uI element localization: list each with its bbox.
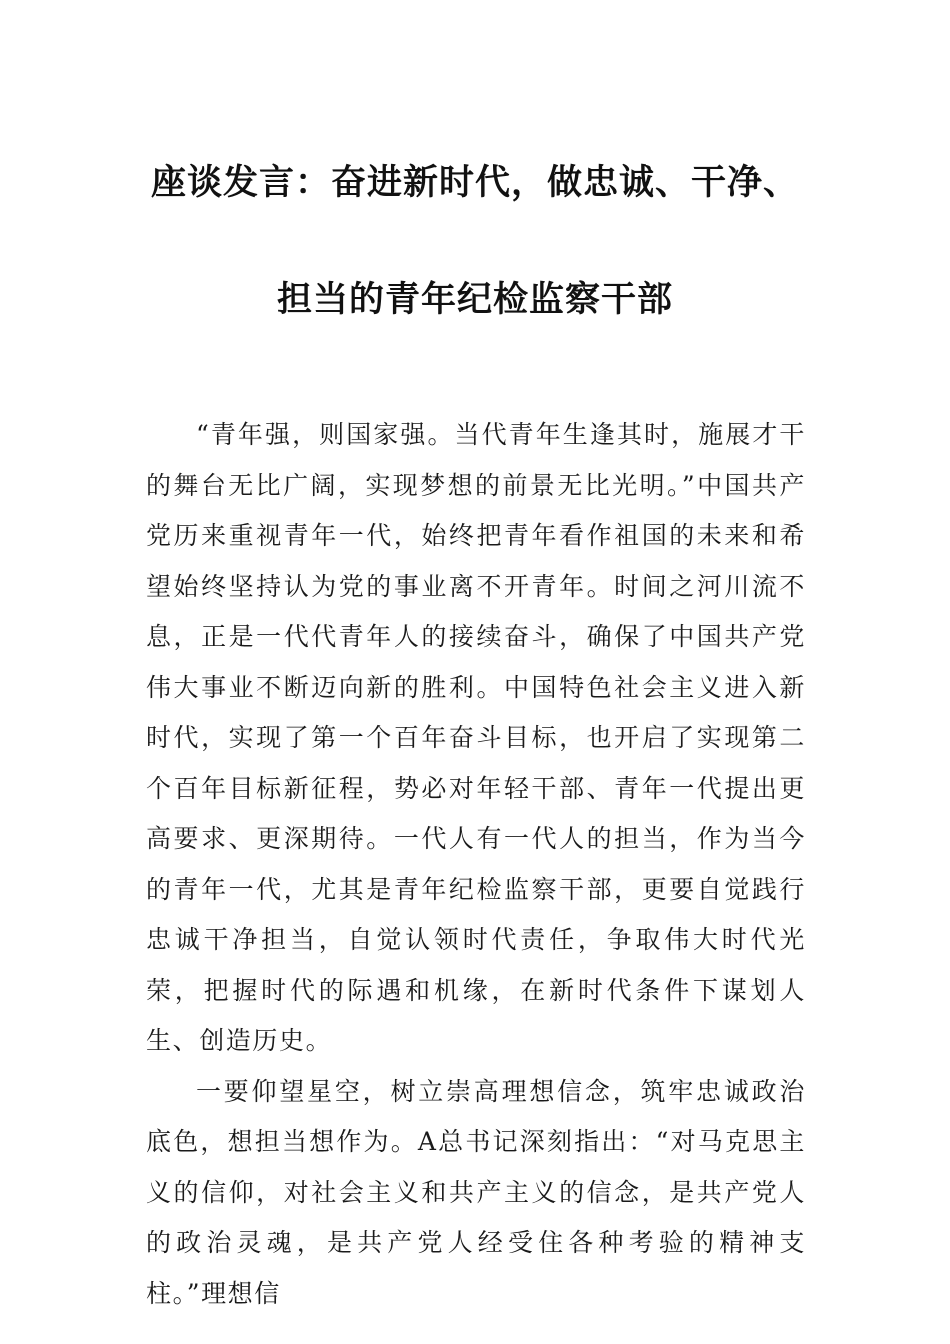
paragraph-2: 一要仰望星空，树立崇高理想信念，筑牢忠诚政治底色，想担当想作为。A总书记深刻指出：“对马克思主义的信仰，对社会主义和共产主义的信念，是共产党人的政治灵魂，是共产党人经受住各种考验的精神支柱。”理想信 bbox=[146, 1076, 806, 1308]
document-body bbox=[146, 410, 806, 1319]
document-title-line-2: 担当的青年纪检监察干部 bbox=[276, 280, 673, 320]
paragraph-1: “青年强，则国家强。当代青年生逢其时，施展才干的舞台无比广阔，实现梦想的前景无比光明。”中国共产党历来重视青年一代，始终把青年看作祖国的未来和希望始终坚持认为党的事业离不开青年。时间之河川流不息，正是一代代青年人的接续奋斗，确保了中国共产党伟大事业不断迈向新的胜利。中国特色社会主义进入新时代，实现了第一个百年奋斗目标，也开启了实现第二个百年目标新征程，势必对年轻干部、青年一代提出更高要求、更深期待。一代人有一代人的担当，作为当今的青年一代，尤其是青年纪检监察干部，更要自觉践行忠诚干净担当，自觉认领时代责任，争取伟大时代光荣，把握时代的际遇和机缘，在新时代条件下谋划人生、创造历史。 bbox=[146, 420, 806, 1055]
document-title-line-1: 座谈发言：奋进新时代，做忠诚、干净、 bbox=[150, 163, 799, 203]
